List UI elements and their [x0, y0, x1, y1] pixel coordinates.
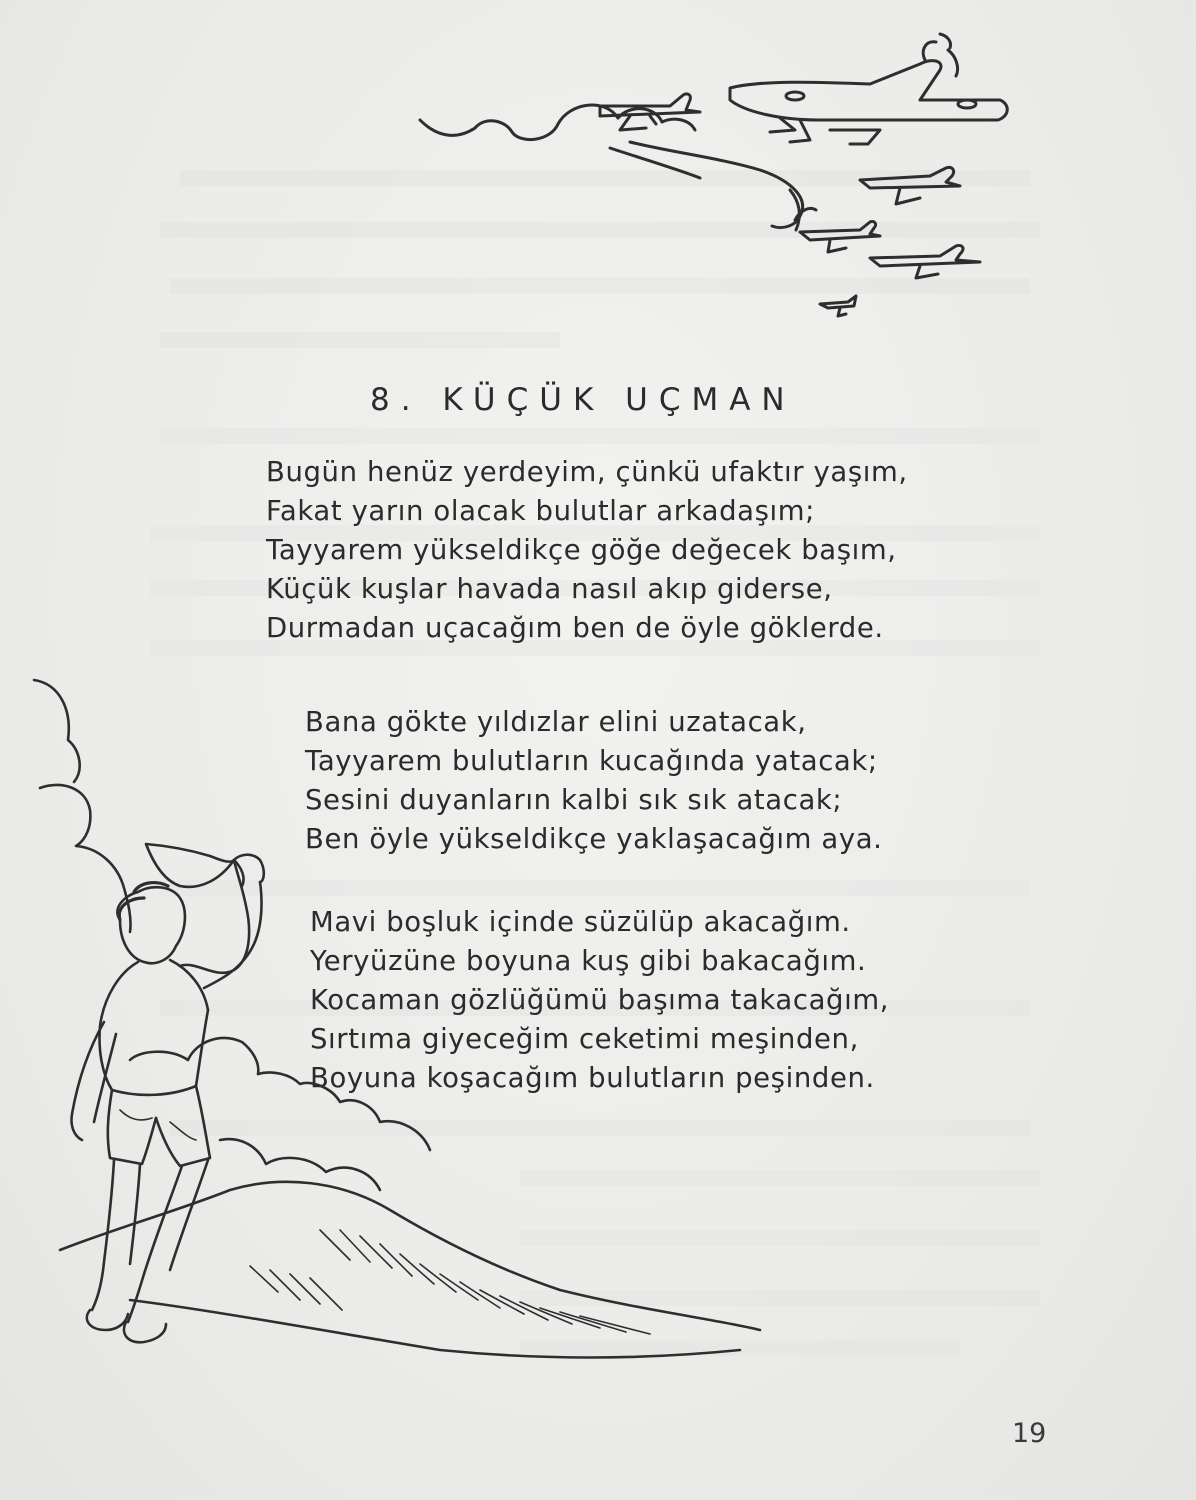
poem-title: 8. KÜÇÜK UÇMAN	[370, 382, 796, 418]
poem-line: Bana gökte yıldızlar elini uzatacak,	[305, 706, 807, 738]
poem-line: Yeryüzüne boyuna kuş gibi bakacağım.	[310, 945, 867, 977]
cloud-outline	[34, 680, 80, 782]
poem-line: Durmadan uçacağım ben de öyle göklerde.	[266, 612, 884, 644]
poem-line: Küçük kuşlar havada nasıl akıp giderse,	[266, 573, 833, 605]
page-number: 19	[1012, 1418, 1047, 1449]
hill-outline	[60, 1182, 760, 1330]
poem-line: Sırtıma giyeceğim ceketimi meşinden,	[310, 1023, 859, 1055]
poem-line: Mavi boşluk içinde süzülüp akacağım.	[310, 906, 851, 938]
boy-figure	[71, 844, 263, 1342]
cloud-outline	[258, 1072, 430, 1150]
poem-line: Sesini duyanların kalbi sık sık atacak;	[305, 784, 843, 816]
poem-line: Bugün henüz yerdeyim, çünkü ufaktır yaşım,	[266, 456, 908, 488]
poem-line: Kocaman gözlüğümü başıma takacağım,	[310, 984, 890, 1016]
poem-line: Fakat yarın olacak bulutlar arkadaşım;	[266, 495, 816, 527]
small-airplane-icon	[820, 296, 856, 316]
small-airplane-icon	[800, 221, 880, 252]
airplanes-illustration	[400, 20, 1040, 340]
large-airplane-icon	[730, 34, 1007, 144]
handkerchief-icon	[146, 844, 234, 887]
poem-line: Ben öyle yükseldikçe yaklaşacağım aya.	[305, 823, 883, 855]
cloud-outline	[630, 142, 803, 228]
boy-waving-illustration	[20, 670, 780, 1410]
poem-line: Boyuna koşacağım bulutların peşinden.	[310, 1062, 875, 1094]
small-airplane-icon	[870, 245, 980, 278]
poem-line: Tayyarem yükseldikçe göğe değecek başım,	[266, 534, 897, 566]
poem-stanza	[266, 453, 908, 648]
cloud-outline	[130, 1038, 258, 1074]
small-airplane-icon	[860, 167, 960, 204]
poem-line: Tayyarem bulutların kucağında yatacak;	[305, 745, 878, 777]
